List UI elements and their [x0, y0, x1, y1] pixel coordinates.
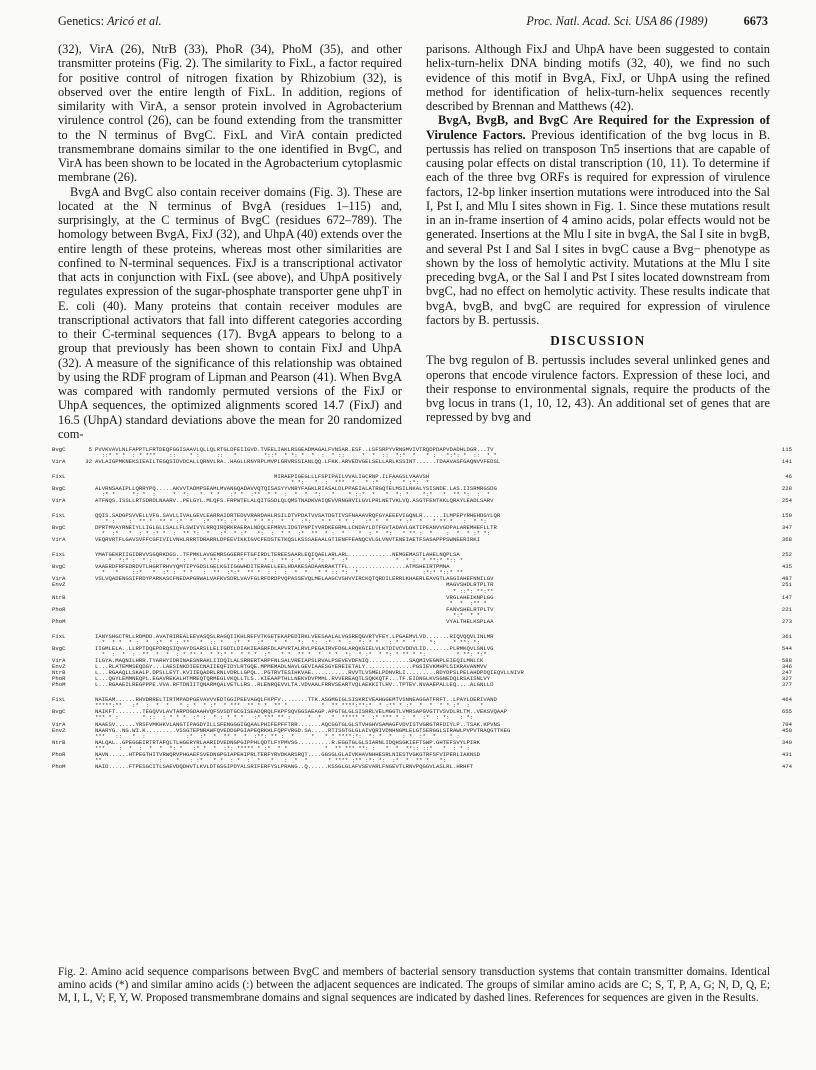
- sequence-row: [52, 682, 792, 688]
- sequence-name: NtrB: [52, 669, 66, 677]
- sequence-start: 32: [85, 458, 92, 466]
- sequence-name: EnvZ: [52, 581, 66, 589]
- sequence-residues: *:* * *: [95, 612, 480, 619]
- right-paragraph-3: The bvg regulon of B. pertussis includes several unlinked genes and operons that encode virulence factors. Expression of these loci, and their response to environmental signals, require the products of the bvg locus in trans (1, 10, 12, 43). An additional set of genes that are repressed by bvg and: [426, 353, 770, 425]
- sequence-end: 544: [781, 644, 792, 652]
- sequence-residues: NAIKFT........TEGQVVLAVTARPDGDAAHVQFSVSDTGCGISEADQRQLFKPFSQVGGSAEAGP.APGTGLGLSISRRLVELMGGTLVMRSAPGVGTTVSVDLRLTM..VEKSVQAAP: [95, 709, 507, 716]
- sequence-residues: IIGMLELA..LLRPTDQEPDRQSIQVAYDSARSLLELIGDILDIAKIEAGRFDLAPVRTALRVLPEGAIRVFDGLARQKGIELVLKTDIVCVDDVLID.......PLRMKQVLSNLVG: [95, 645, 494, 652]
- sequence-row: [52, 498, 792, 504]
- sequence-start: [78, 498, 95, 504]
- sequence-row: [52, 459, 792, 465]
- alignment-group: [52, 552, 792, 625]
- left-paragraph-1: (32), VirA (26), NtrB (33), PhoR (34), PhoM (35), and other transmitter proteins (Fig. 2). The similarity to FixL, a factor required for positive control of nitrogen fixation by Rhizobium (32), is observed over the entire length of FixL. In addition, regions of similarity with VirA, a sensor protein involved in Agrobacterium virulence control (26), can be found extending from the transmitter to the N terminus of BvgC. FixL and VirA contain predicted transmembrane domains similar to the one identified in BvgC, and VirA has been shown to be located in the Agrobacterium cytoplasmic membrane (26).: [58, 42, 402, 185]
- sequence-end: 588: [781, 657, 792, 665]
- sequence-residues: * : * : ** * * : * ** * * *:* * * * * :* * * ** * * * * *: * :* * *: * ** * *: * **: *:*: [95, 652, 487, 658]
- header-section-label: Genetics:: [58, 14, 105, 28]
- sequence-end: 46: [785, 472, 792, 480]
- sequence-residues: * : : ** * ** * :* * :* **: :* * * * *: * * :*: * * * * : :* * * * :* * * ** * : * *:: [95, 519, 487, 526]
- sequence-residues: *** * : * :: : * * * :* : * : * * * :* *** ** : * * * ***** * :* *** * : * :* : *: : *:: [95, 715, 474, 722]
- caption-label: Fig. 2.: [58, 966, 88, 978]
- sequence-end: 349: [781, 738, 792, 746]
- sequence-residues: VEQRVRTFLGAVSVFFCGFIVILVNHLRRRTDRARRLDPEEVIKKIGVCFEDSTETKQSLKSSSAEAALGTIENFFEANQCVLGLVNVTENEIAETFSASAPPPSWNEERIRKI: [95, 537, 480, 544]
- sequence-name: EnvZ: [52, 663, 66, 671]
- sequence-name: FixL: [52, 632, 66, 640]
- sequence-start: [78, 764, 95, 770]
- sequence-name: VirA: [52, 458, 66, 466]
- sequence-end: 327: [781, 675, 792, 683]
- sequence-end: 221: [781, 605, 792, 613]
- sequence-end: 464: [781, 696, 792, 704]
- sequence-residues: L...QGYLEMMNEQPL.EGAVREKALHTMREQTQRMEGLVKQLLTLS..KIEAAPTHLLNEKVDVPMML.RVVEREAQTLSQKKQTF...TF.EIDNGLKVSGNEDQLRSAISNLVY: [95, 676, 491, 683]
- sequence-end: 346: [781, 663, 792, 671]
- sequence-residues: VSLVQADENGSIFRDYPARKASCFNEDAPGRWALVAFKVSDRLVAVFGLRFDRDPVQPASSEVQLMELAAGCVSHVVIRCKQTQRDILERRLKHAERLEAVGTLAGGIAHEFNNILGV: [95, 576, 494, 583]
- sequence-residues: ALVRNSAAIPLLQRRYPQ.....AKVVTADMPSEAMLMVANGQADAVVQTQISASYYVNRYFAGKLRIASALDLPPAEIALATRGQTELMSILNKALYSISNDE.LAS.IISRMRGSDG: [95, 486, 497, 493]
- header-right: [526, 14, 768, 29]
- alignment-group: [52, 513, 792, 543]
- sequence-residues: ::* * * : * *** :: * : :: * *::* * *: * * : * :: * * :: *:* * * : *:*: * :: * *: [95, 453, 497, 460]
- sequence-residues: VAAERDFRFEDRDVTLHGRTRHVYQMTIPYGDSLGELKGIIGGWHDITERAELLEELHDAKESADAANRAKTTFL.................ATMSHEIRTPMNA: [95, 564, 450, 571]
- sequence-end: 474: [781, 763, 792, 771]
- sequence-end: 273: [781, 618, 792, 626]
- sequence-name: BvgC: [52, 447, 66, 453]
- sequence-name: PhoR: [52, 605, 66, 613]
- sequence-residues: * * * * : * :* * : ** * :: * :* * :* * * *: *: :* * : *: * * : * * * *: * **: *:: [95, 639, 480, 646]
- sequence-end: 377: [781, 681, 792, 689]
- sequence-row: [52, 764, 792, 770]
- sequence-residues: VRGLAHEIKNPLGG: [95, 594, 494, 601]
- sequence-name: VirA: [52, 497, 66, 505]
- sequence-residues: :* * *: * : * *: * * * :* * :** * * : * * *: * * ::* * * *: * *:* * ** *: : *: [95, 492, 491, 499]
- sequence-name: PhoR: [52, 751, 66, 758]
- sequence-residues: ATFNQS.ISSLLRTSDRDLNAARV..PELGYL.MLQFS.FRPWTELALQITGSDLQLQMSTNADKVAIQEVVRNGRVILGVLPRLNETVKLVQ.ASGTFENTKKLQRAYLEADLSARV: [95, 498, 494, 505]
- sequence-row: [52, 537, 792, 543]
- sequence-start: [78, 537, 95, 543]
- sequence-residues: NAID......FTPESGCITLSAEVDQDHVTLKVLDTGSGIPDYALSRIFERFYSLPRANG..Q......KSSGLGLAFVSEVARLFNGEVTLRNVPQGGVLASLRL.HRHFT: [95, 764, 474, 771]
- alignment-group: [52, 634, 792, 689]
- sequence-name: VirA: [52, 720, 66, 728]
- sequence-name: FixL: [52, 551, 66, 558]
- sequence-end: 431: [781, 751, 792, 758]
- sequence-end: 435: [781, 563, 792, 571]
- sequence-end: 115: [781, 447, 792, 453]
- sequence-name: VirA: [52, 536, 66, 544]
- sequence-residues: NAAESV......YRSFVMKHKVLANGTIPAGDYILLSFENGGGIGQAALPHIFEPFFTRR.......AQCGGTGLGLSTVHGHVSAMAGFVDVISTVGRGTRFDIYLP..TSAK.KPVNS: [95, 721, 501, 728]
- sequence-residues: AVLAIGPMKNEKSIEAILTEGQSIDVDCALLQRNVLRA..HAGLLRNYRPLMVPLGRVRSSIANLQQ.LFKK.ARVEDVGELSELLARLKSSINT......TDAAVASFGAQNVVFEDSL: [95, 459, 501, 466]
- sequence-residues: *****:** :* : * * * : * * :* * *** ** * * ** * * ** ****:**:* * :** * :* * * * * :* : *: [95, 703, 484, 710]
- caption-text: Amino acid sequence comparisons between BvgC and members of bacterial sensory transduction systems that contain transmitter domains. Identical amino acids (*) and similar amino acids (:) between the adjacent sequences are indicated. The groups of similar amino acids are C; S, T, P, A, G; N, D, Q, E; M, I, L, V; F, Y, W. Proposed transmembrane domains and signal sequences are indicated by dashed lines. References for sequences are given in the Results.: [58, 966, 770, 1004]
- sequence-residues: * :* * : * :* * : ** *: * :* * :* *: : * * :* ** * : * * : * *: * ** : * : * * :* *:: [95, 531, 491, 538]
- sequence-residues: * * :** *: [95, 600, 487, 607]
- sequence-residues: NAIEAM......RHVDRRELTIRTMPADPGEVAVVVEDTGGIPEEVAGQLFKPFV........TTK.ASGMGIGLSISKRIVEAHGGEMTVSNNEAGGATFRFT..LPAYLDERIVAND: [95, 697, 497, 704]
- sequence-end: 252: [781, 551, 792, 558]
- section-heading: BvgA, BvgB, and BvgC Are Required for the Expression of Virulence Factors.: [426, 113, 770, 142]
- sequence-name: PhoM: [52, 681, 66, 689]
- sequence-residues: NALQAL..GPEGGEIRTRTAFQLTLHGERYRLAARIDVEDNGPGIPPHLQDTLFYPMVSG..........R.EGGTGLGLSIARNLIDQHSGKIEFTSWP.GHTEFSVYLPIRK: [95, 739, 480, 746]
- sequence-residues: ** : * : :* * * : * : * * : * * * **** :** :*: *: :* * ** * *:: [95, 758, 447, 765]
- header-left: [58, 14, 162, 29]
- sequence-residues: MAGVSHDLRTPLTR: [95, 582, 494, 589]
- alignment-group: [52, 697, 792, 770]
- sequence-end: 655: [781, 708, 792, 716]
- sequence-name: FixL: [52, 472, 66, 480]
- sequence-end: 368: [781, 536, 792, 544]
- header-authors: Aricó et al.: [107, 14, 162, 28]
- sequence-residues: *** :: * : :* :* * ** * * :**: ** : * * * * ****:*: *: * * : * :* * * :: [95, 733, 460, 740]
- sequence-residues: * ::*: **:**: [95, 588, 494, 595]
- sequence-name: PhoM: [52, 763, 66, 771]
- sequence-residues: MIRAEPIGEGLLLFSPIPAILVVALIGCRNP.ILFAAGSLVAAVSH: [95, 473, 430, 480]
- figure-caption: [58, 966, 770, 1005]
- sequence-name: BvgC: [52, 524, 66, 532]
- sequence-name: NtrB: [52, 593, 66, 601]
- sequence-residues: L...RGAAEILREGPPPE.VVA.RFTDNIITQNARMQALVETLLRS..RLENRQEVVLTA.VDVAALFRRVSEARTVQLAEKKITLHV..TPTEV.NVAAEPALLEQ....ALGNLLD: [95, 682, 494, 689]
- sequence-residues: ILGYA.MAQNILHRR.TYARHYIDRINAESNRAKLIIDQILALSRRERTARPFNLSALVREIAPSLRVALPSEVEVDFNIQ............SAQMIVEGNPLEIEQILMNLCK: [95, 658, 484, 665]
- sequence-residues: YMATGEKRIIGIDRVVSGQRKDGS..TFPMKLAVGEMRSGGERFFTGFIRDLTEREESAARLEQIQAELARLARL.............NEMGEMASTLAHELNQPLSA: [95, 552, 460, 558]
- sequence-name: BvgC: [52, 563, 66, 571]
- sequence-end: 254: [781, 497, 792, 505]
- sequence-end: 159: [781, 511, 792, 519]
- left-paragraph-2: BvgA and BvgC also contain receiver domains (Fig. 3). These are located at the N terminus of BvgA (residues 1–115) and, surprisingly, at the C terminus of BvgC (residues 672–789). The homology between BvgA, FixJ (32), and UhpA (40) extends over the entire length of these proteins, whereas most other similarities are confined to N-terminal sequences. FixJ is a transcriptional activator that acts in conjunction with FixL (see above), and UhpA positively regulates expression of the sugar-phosphate transporter gene uhpT in E. coli (40). Many proteins that contain receiver modules are transcriptional activators that fall into different categories according to their C-terminal sequences (17). BvgA appears to belong to a group that previously has been shown to contain FixJ and UhpA (32). A measure of the significance of this relationship was obtained by using the RDF program of Lipman and Pearson (41). When BvgA was compared with randomly permuted versions of the FixJ or UhpA sequences, the optimized alignments scored 14.7 (FixJ) and 16.5 (UhpA) standard deviations above the mean for 20 randomized com-: [58, 184, 402, 440]
- sequence-start: 5: [88, 447, 92, 453]
- sequence-end: 361: [781, 632, 792, 640]
- sequence-residues: NAVN......HTPEGTHITVRWQRVPHGAEFSVEDNGPGIAPEHIPRLTERFYRVDKARSRQT....GGSGLGLAIVKHAVNHHESRLNIESTVGKGTRFSFVIPERLIAKNSD: [95, 752, 480, 758]
- sequence-residues: FANVSHELRTPLTV: [95, 606, 494, 613]
- right-column: [426, 42, 770, 440]
- sequence-end: 141: [781, 458, 792, 466]
- alignment-group: [52, 447, 792, 465]
- sequence-name: BvgC: [52, 644, 66, 652]
- right-paragraph-2: [426, 113, 770, 327]
- sequence-name: NtrB: [52, 738, 66, 746]
- sequence-residues: IANYSHGCTRLLRDMDD.AVATRIREALEEVASQSLRAGQIIKHLREFVTKGETEKAPEDIRKLVEESAALALVGSREQGVRTVFEY.LPGAEMVLVD.......RIQVQQVLINLMR: [95, 633, 494, 640]
- sequence-residues: * *: * : *** * * :* : * :*: *: [95, 479, 430, 486]
- sequence-name: EnvZ: [52, 726, 66, 734]
- sequence-residues: * *:* : * : * * : * * **: * :* * * : ** : * :* *: * :* * * : * **:* *:: *: [95, 558, 464, 565]
- sequence-name: VirA: [52, 575, 66, 583]
- left-column: [58, 42, 402, 440]
- sequence-name: PhoR: [52, 675, 66, 683]
- sequence-end: 450: [781, 726, 792, 734]
- sequence-alignment-figure: [52, 447, 792, 957]
- sequence-end: 704: [781, 720, 792, 728]
- body-columns: [58, 42, 770, 440]
- sequence-residues: L...RLATEMMSEQDGY...LAESINKDIEECNAIIEQFIDYLRTGQE.MPMEMADLNAVLGEVIAAESGYEREIETALY..............PGSIEVKMHPLSIKRAVANMVV: [95, 664, 487, 671]
- sequence-residues: * * ::* * :* : * * : ** :*:* ** * : : : * * * * :: *: * :*:* *::* **: [95, 570, 464, 577]
- sequence-residues: L...RGAAQLLSKALP.DPSLLEYT.KVIIEQADRLRNLVDRLLGPQL..PGTRVTESIHKVAE...........RVVTLVSMELPDNVRLI.........RDYDPSLPELAHDPDQIEQVLLNIVR: [95, 670, 524, 677]
- sequence-residues: NAARYG..NG.WI.K.........VSSGTEPNRAWFQVEDDGPGIAPEQRKHLFQPFVRGD.SA.....RTISGTGLGLAIVQRIVDNHNGMLELGTSERGGLSIRAWLPVPVTRAQGTTKEG: [95, 727, 511, 734]
- sequence-end: 487: [781, 575, 792, 583]
- sequence-end: 247: [781, 669, 792, 677]
- sequence-name: FixL: [52, 511, 66, 519]
- page-number: 6673: [743, 14, 768, 28]
- sequence-start: [78, 619, 95, 625]
- sequence-start: [78, 682, 95, 688]
- discussion-heading: DISCUSSION: [550, 333, 646, 348]
- page-header: [58, 14, 768, 34]
- header-journal: Proc. Natl. Acad. Sci. USA 86 (1989): [526, 14, 708, 28]
- sequence-end: 347: [781, 524, 792, 532]
- sequence-end: 251: [781, 581, 792, 589]
- right-paragraph-1: parisons. Although FixJ and UhpA have been suggested to contain helix-turn-helix DNA binding motifs (32, 40), we find no such evidence of this motif in BvgA, FixJ, or UhpA using the refined method for identification of helix-turn-helix sequences recently described by Brennan and Matthews (42).: [426, 42, 770, 113]
- sequence-end: 147: [781, 593, 792, 601]
- sequence-residues: QQIS.SADGPSVVELLVFG.SAVLLIVALGEVLEARRAIDRTEDVVRARDAHLRSILDTVPDATVVSATDGTIVSFNAAAVRQFGYAEEEVIGQNLR......ILMPEPYRHEHDGYLQR: [95, 512, 501, 519]
- sequence-residues: VYALTHELKSPLAA: [95, 619, 494, 626]
- sequence-name: BvgC: [52, 708, 66, 716]
- alignment-group: [52, 474, 792, 504]
- sequence-residues: *** : * : * * *: * :* * * :*: ***** * :* * * * ** *** **: : * * **:: ::* * : * :: [95, 745, 470, 752]
- sequence-residues: DPRTMVAYRNEIYLLIGLGLLSALLFLSWIVYLRRQIRQRKRAERALNDQLEFMRVLIDGTPNPIYVRDKEGRMLLCNDAYLDTFGVTADAVLGKTIPEANVVGDPALAREMHEFLLTR: [95, 525, 497, 532]
- sequence-residues: PVVKVAVLNLFAPPTLFRTDEQFGGISAAVLQLLQLRTGLDFEIIGVD.TVEELIAKLRSGEADMAGALFVNSAR.ESF..LSFSRPYVRNGMVIVTRQDPDAPVDADHLDGR...TV: [95, 447, 494, 453]
- sequence-name: BvgC: [52, 485, 66, 493]
- section-body: Previous identification of the bvg locus in B. pertussis has relied on transposon Tn5 insertions that are capable of causing polar effects on distal transcription (10, 11). To determine if each of the three bvg ORFs is required for expression of virulence factors, 12-bp linker insertion mutations were introduced into the Sal I, Pst I, and Mlu I sites shown in Fig. 1. Since these mutations result in an in-frame insertion of 4 amino acids, polar effects would not be generated. Insertions at the Mlu I site in bvgA, the Sal I site in bvgB, and several Pst I and Sal I sites in bvgC cause a Bvg− phenotype as shown by the loss of hemolytic activity. Mutations at the Mlu I site preceding bvgA, or the Sal I and Pst I sites located downstream from bvgC, had no effect on hemolytic activity. These results indicate that bvgA, bvgB, and bvgC are required for expression of virulence factors by B. pertussis.: [426, 127, 770, 327]
- sequence-name: FixL: [52, 696, 66, 704]
- sequence-name: PhoM: [52, 618, 66, 626]
- sequence-row: [52, 619, 792, 625]
- sequence-end: 228: [781, 485, 792, 493]
- sequence-name: VirA: [52, 657, 66, 665]
